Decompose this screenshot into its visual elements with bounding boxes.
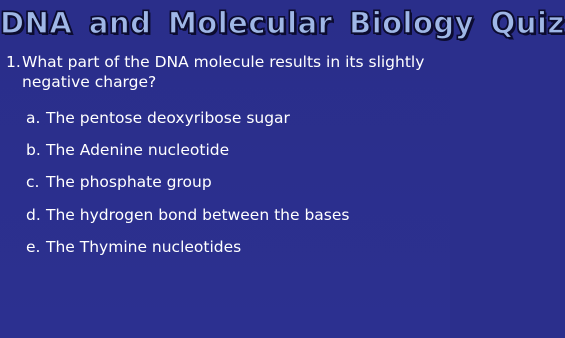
option-text: The pentose deoxyribose sugar — [46, 109, 290, 127]
option-letter: b. — [26, 141, 41, 160]
slide-title: DNA and Molecular Biology Quiz — [0, 6, 565, 40]
option-b — [26, 140, 426, 160]
option-letter: d. — [26, 205, 41, 224]
option-text: The Thymine nucleotides — [46, 237, 242, 256]
answer-options — [26, 108, 426, 269]
option-e — [26, 237, 426, 257]
option-text: The Adenine nucleotide — [46, 141, 230, 160]
option-c — [26, 172, 426, 192]
option-text: The phosphate group — [46, 173, 212, 192]
option-letter: a. — [26, 109, 41, 127]
option-a — [26, 108, 426, 128]
question — [6, 52, 426, 92]
question-number: 1. — [6, 53, 21, 71]
option-letter: c. — [26, 173, 40, 192]
option-letter: e. — [26, 237, 41, 256]
option-d — [26, 205, 426, 225]
option-text: The hydrogen bond between the bases — [46, 205, 350, 224]
question-text: What part of the DNA molecule results in its slightly negative charge? — [22, 53, 425, 91]
